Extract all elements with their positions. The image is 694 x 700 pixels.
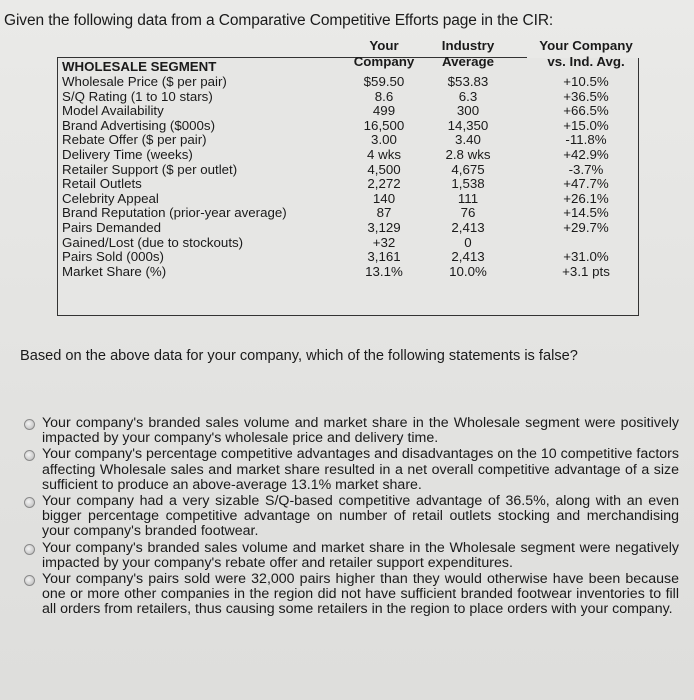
cell-value: 14,350 bbox=[447, 117, 489, 133]
row-label: Brand Reputation (prior-year average) bbox=[62, 205, 287, 221]
question-text: Based on the above data for your company, which of the following statements is false? bbox=[20, 348, 578, 364]
cell-value: 6.3 bbox=[458, 88, 478, 104]
option-text: Your company had a very sizable S/Q-based competitive advantage of 36.5%, along with an even bigger percentage competitive advantage on number of retail outlets stocking and merchandising your company's branded footwear. bbox=[42, 493, 679, 540]
cell-value: 13.1% bbox=[365, 263, 403, 279]
cell-value: +3.1 pts bbox=[562, 263, 610, 279]
cell-value: 16,500 bbox=[363, 117, 405, 133]
cell-value: +47.7% bbox=[563, 176, 609, 192]
option-text: Your company's branded sales volume and market share in the Wholesale segment were negatively impacted by your company's rebate offer and retailer support expenditures. bbox=[42, 539, 679, 571]
column-header-vs-industry: Your Company vs. Ind. Avg. bbox=[539, 38, 633, 69]
row-label: Delivery Time (weeks) bbox=[62, 146, 193, 162]
segment-header: WHOLESALE SEGMENT bbox=[62, 59, 217, 74]
cell-value: +36.5% bbox=[563, 88, 609, 104]
cell-value: 3.40 bbox=[455, 132, 481, 148]
column-header-your-company: Your Company bbox=[353, 38, 415, 69]
row-label: Brand Advertising ($000s) bbox=[62, 117, 215, 133]
answer-options bbox=[24, 416, 679, 619]
cell-value: 4 wks bbox=[367, 146, 401, 162]
radio-button[interactable] bbox=[24, 575, 35, 586]
answer-option[interactable] bbox=[24, 541, 679, 571]
cell-value: +66.5% bbox=[563, 103, 609, 119]
intro-text: Given the following data from a Comparative Competitive Efforts page in the CIR: bbox=[4, 12, 554, 29]
cell-value: 499 bbox=[372, 103, 396, 119]
row-label: Pairs Sold (000s) bbox=[62, 249, 164, 265]
cell-value: 2,413 bbox=[451, 219, 485, 235]
row-label: Rebate Offer ($ per pair) bbox=[62, 132, 207, 148]
cell-value: $59.50 bbox=[363, 74, 405, 89]
answer-option[interactable] bbox=[24, 447, 679, 493]
row-labels-column bbox=[62, 75, 287, 279]
row-label: Celebrity Appeal bbox=[62, 190, 159, 206]
your-company-column bbox=[352, 75, 416, 279]
cell-value: 300 bbox=[456, 103, 480, 119]
column-header-industry-average: Industry Average bbox=[441, 38, 495, 69]
vs-industry-column bbox=[542, 75, 630, 279]
cell-value: +10.5% bbox=[563, 74, 609, 89]
answer-option[interactable] bbox=[24, 416, 679, 446]
cell-value: 76 bbox=[460, 205, 476, 221]
cell-value: 8.6 bbox=[374, 88, 394, 104]
row-label: S/Q Rating (1 to 10 stars) bbox=[62, 88, 213, 104]
radio-button[interactable] bbox=[24, 544, 35, 555]
cell-value: 2.8 wks bbox=[445, 146, 491, 162]
row-label: Market Share (%) bbox=[62, 263, 167, 279]
cell-value: 0 bbox=[464, 234, 472, 250]
cell-value: +26.1% bbox=[563, 190, 609, 206]
cell-value: +29.7% bbox=[563, 219, 609, 235]
cell-value: 2,272 bbox=[367, 176, 401, 192]
answer-option[interactable] bbox=[24, 494, 679, 540]
cell-value: 87 bbox=[376, 205, 392, 221]
radio-button[interactable] bbox=[24, 419, 35, 430]
cell-value: -3.7% bbox=[568, 161, 604, 177]
cell-value: -11.8% bbox=[565, 132, 607, 148]
row-label: Retailer Support ($ per outlet) bbox=[62, 161, 238, 177]
cell-value: +15.0% bbox=[563, 117, 609, 133]
row-label: Gained/Lost (due to stockouts) bbox=[62, 234, 244, 250]
industry-average-column bbox=[432, 75, 504, 279]
cell-value: +14.5% bbox=[563, 205, 609, 221]
answer-option[interactable] bbox=[24, 572, 679, 618]
cell-value: +42.9% bbox=[563, 146, 609, 162]
cell-value: 2,413 bbox=[451, 249, 485, 265]
cell-value: $53.83 bbox=[447, 74, 489, 89]
option-text: Your company's percentage competitive advantages and disadvantages on the 10 competitive factors affecting Wholesale sales and market share resulted in a net overall competitive advantage of a size sufficient to produce an above-average 13.1% market share. bbox=[42, 446, 679, 493]
option-text: Your company's branded sales volume and market share in the Wholesale segment were positively impacted by your company's wholesale price and delivery time. bbox=[42, 415, 679, 447]
cell-value: 1,538 bbox=[451, 176, 485, 192]
radio-button[interactable] bbox=[24, 450, 35, 461]
row-label: Wholesale Price ($ per pair) bbox=[62, 74, 227, 89]
cell-value: +31.0% bbox=[563, 249, 609, 265]
cell-value: 4,675 bbox=[451, 161, 485, 177]
row-label: Retail Outlets bbox=[62, 176, 142, 192]
cell-value: 111 bbox=[457, 190, 479, 206]
row-label: Pairs Demanded bbox=[62, 219, 162, 235]
row-label: Model Availability bbox=[62, 103, 164, 119]
cell-value: 3,161 bbox=[367, 249, 401, 265]
cell-value: +32 bbox=[372, 234, 396, 250]
cell-value: 4,500 bbox=[367, 161, 401, 177]
radio-button[interactable] bbox=[24, 497, 35, 508]
cell-value: 140 bbox=[372, 190, 396, 206]
cell-value: 10.0% bbox=[449, 263, 487, 279]
cell-value: 3,129 bbox=[367, 219, 401, 235]
option-text: Your company's pairs sold were 32,000 pairs higher than they would otherwise have been because one or more other companies in the region did not have sufficient branded footwear inventories to fill all orders from retailers, thus causing some retailers in the region to place orders with your company. bbox=[42, 571, 679, 618]
cell-value bbox=[542, 236, 630, 251]
cell-value: 3.00 bbox=[371, 132, 397, 148]
